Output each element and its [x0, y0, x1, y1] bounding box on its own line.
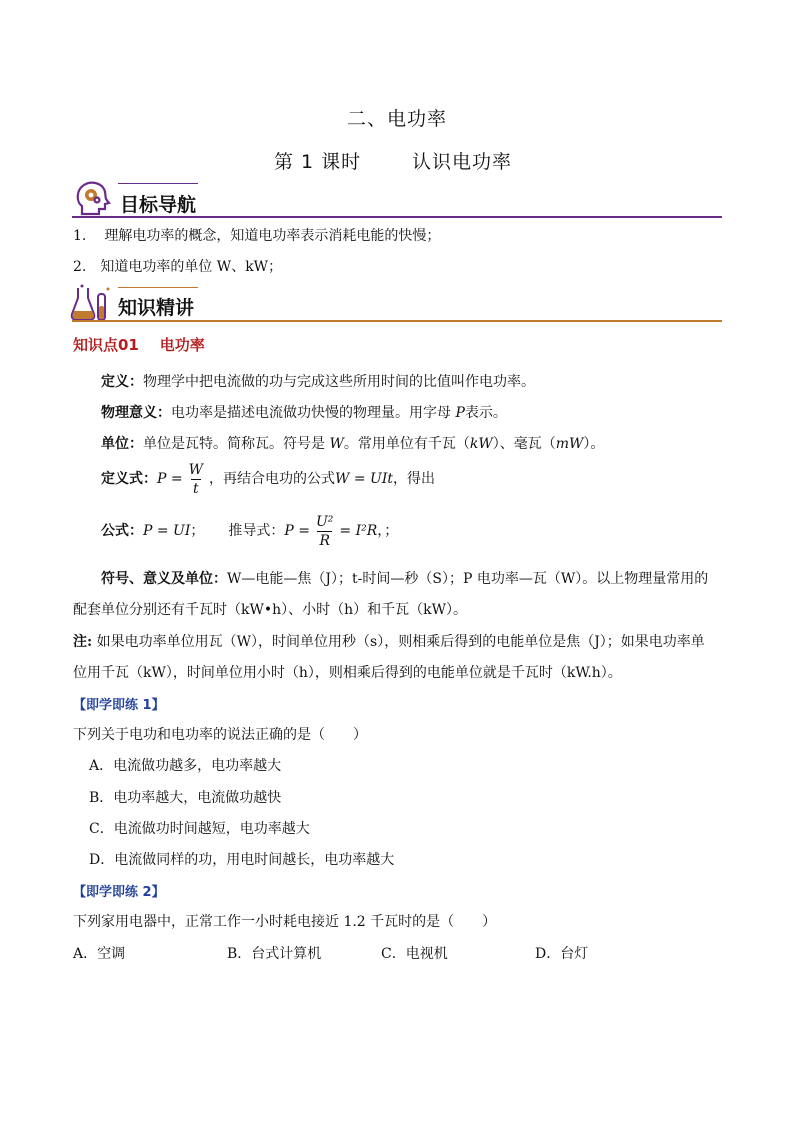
fraction-numerator: W: [188, 461, 203, 478]
derived-lhs: P =: [284, 523, 310, 539]
definition-text: 物理学中把电流做的功与完成这些所用时间的比值叫作电功率。: [143, 374, 535, 390]
fraction-denominator: t: [192, 480, 199, 497]
unit-text: ）、毫瓦（: [492, 436, 556, 452]
defformula-label: 定义式：: [101, 471, 157, 487]
symbols-text: W—电能—焦（J）；t-时间—秒（S）；P 电功率—瓦（W）。以上物理量常用的: [227, 571, 709, 587]
meaning-text-end: 表示。: [464, 405, 507, 421]
unit-w: W: [329, 436, 344, 452]
note-text: 如果电功率单位用瓦（W），时间单位用秒（s），则相乘后得到的电能单位是焦（J）；如果电功率单: [92, 634, 705, 650]
unit-text: 单位是瓦特。简称瓦。符号是: [143, 436, 330, 452]
derived-label: 推导式：: [228, 523, 285, 539]
practice-1-option-b[interactable]: B．电功率越大，电流做功越快: [89, 790, 282, 806]
goals-accent-line: [118, 183, 198, 184]
goals-rule: [72, 216, 722, 218]
goal-item-2: [73, 258, 282, 276]
unit-text: 。常用单位有千瓦（: [343, 436, 470, 452]
goal-num: 2.: [73, 259, 87, 275]
note-line-2: 位用千瓦（kW），时间单位用小时（h），则相乘后得到的电能单位就是千瓦时（kW.h）。: [73, 665, 622, 681]
goal-text: 理解电功率的概念，知道电功率表示消耗电能的快慢；: [104, 228, 441, 244]
meaning-label: 物理意义：: [101, 405, 171, 421]
fraction-numerator: U²: [316, 513, 334, 530]
fraction-u2-over-r: [314, 513, 335, 550]
lesson-number: 第 1 课时: [274, 151, 362, 173]
fraction-denominator: R: [319, 532, 330, 549]
symbols-line-2: 配套单位分别还有千瓦时（kW•h）、小时（h）和千瓦（kW）。: [73, 602, 468, 618]
derived-rhs: = I²R: [339, 523, 378, 539]
fraction-w-over-t: [187, 461, 205, 498]
knowledge-point-title: 知识点01 电功率: [73, 336, 205, 354]
practice-1-question: 下列关于电功和电功率的说法正确的是（ ）: [73, 727, 367, 743]
goals-heading: 目标导航: [120, 194, 197, 216]
electric-work-formula: W = UIt: [335, 471, 393, 487]
derived-tail: ，；: [377, 523, 399, 539]
knowledge-accent-line: [118, 287, 198, 288]
unit-text: ）。: [583, 436, 605, 452]
practice-2-tag: 【即学即练 2】: [73, 885, 165, 900]
practice-2-question: 下列家用电器中，正常工作一小时耗电接近 1.2 千瓦时的是（ ）: [73, 914, 497, 930]
symbols-line-1: [101, 570, 708, 588]
meaning-text: 电功率是描述电流做功快慢的物理量。用字母: [171, 405, 456, 421]
goal-text: 知道电功率的单位 W、kW；: [100, 259, 283, 275]
note-label: 注:: [73, 634, 93, 650]
practice-1-option-a[interactable]: A．电流做功越多，电功率越大: [89, 758, 282, 774]
unit-label: 单位：: [101, 436, 143, 452]
unit-line: [101, 435, 604, 453]
practice-2-option-b[interactable]: B．台式计算机: [227, 946, 322, 962]
knowledge-heading: 知识精讲: [118, 297, 195, 319]
defformula-tail: ，得出: [392, 471, 435, 487]
formula-line: [101, 509, 398, 553]
lesson-title: 认识电功率: [412, 151, 513, 173]
symbols-label: 符号、意义及单位：: [101, 571, 227, 587]
head-gears-icon: [72, 178, 112, 218]
practice-2-option-d[interactable]: D．台灯: [535, 946, 589, 962]
definition-label: 定义：: [101, 374, 143, 390]
formula-sep: ；: [190, 523, 205, 539]
definition-formula-line: [101, 458, 435, 500]
lab-flask-icon: [70, 284, 114, 322]
formula-expr: P = UI: [143, 523, 191, 539]
knowledge-rule: [72, 320, 722, 322]
note-line-1: [73, 633, 705, 651]
defformula-text: ，再结合电功的公式: [209, 471, 335, 487]
defformula-lhs: P =: [157, 471, 183, 487]
practice-1-option-d[interactable]: D．电流做同样的功，用电时间越长，电功率越大: [89, 852, 395, 868]
meaning-line: [101, 404, 507, 422]
practice-1-option-c[interactable]: C．电流做功时间越短，电功率越大: [89, 821, 310, 837]
doc-title: 二、电功率: [346, 108, 447, 130]
definition-line: [101, 373, 535, 391]
practice-2-option-c[interactable]: C．电视机: [381, 946, 448, 962]
goal-num: 1.: [73, 228, 87, 244]
unit-mw: mW: [555, 436, 584, 452]
formula-label: 公式：: [101, 523, 143, 539]
unit-kw: kW: [469, 436, 493, 452]
practice-2-option-a[interactable]: A．空调: [73, 946, 126, 962]
goal-item-1: [73, 227, 440, 245]
meaning-symbol: P: [455, 405, 465, 421]
practice-1-tag: 【即学即练 1】: [73, 698, 165, 713]
